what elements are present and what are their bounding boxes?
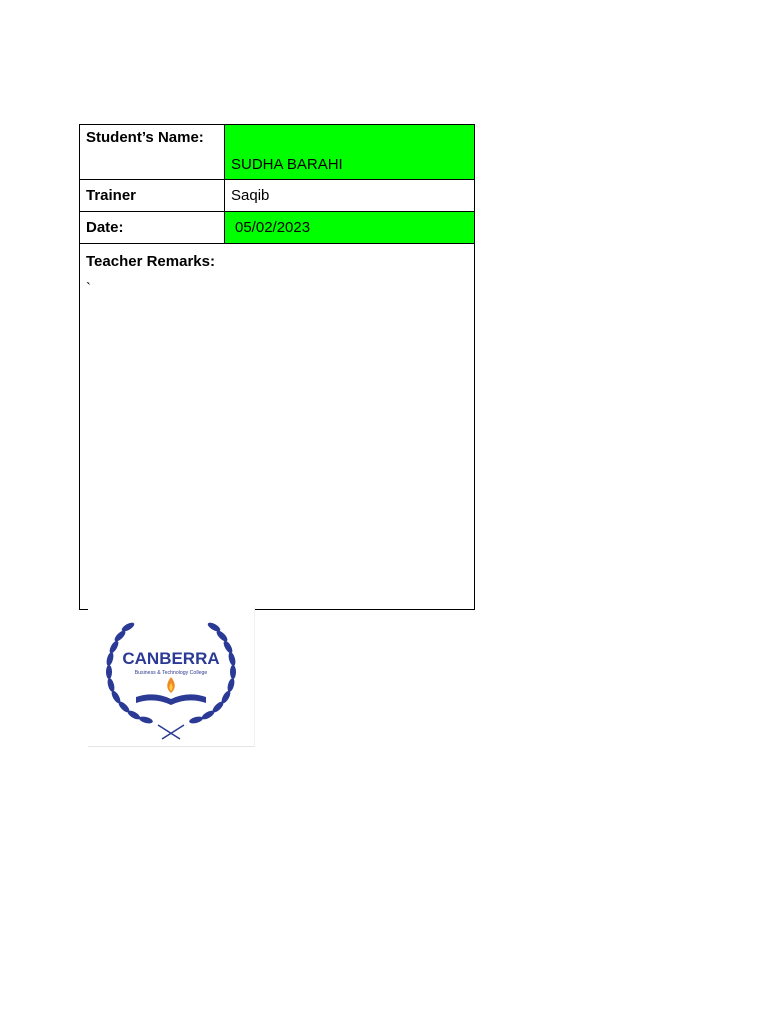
- trainer-row: [80, 180, 475, 212]
- trainer-label: Trainer: [80, 180, 225, 212]
- remarks-cell: [80, 244, 475, 610]
- college-logo: [88, 607, 255, 747]
- logo-name: CANBERRA: [122, 649, 220, 668]
- student-name-label: Student’s Name:: [80, 125, 225, 180]
- date-row: [80, 212, 475, 244]
- remarks-label: Teacher Remarks:: [86, 253, 215, 270]
- remarks-row: [80, 244, 475, 610]
- date-label: Date:: [80, 212, 225, 244]
- laurel-wreath-logo-icon: [88, 607, 254, 746]
- student-name-row: [80, 125, 475, 180]
- student-name-value: SUDHA BARAHI: [225, 125, 475, 180]
- student-info-table: [79, 124, 475, 610]
- remarks-text: `: [86, 280, 91, 297]
- date-value: 05/02/2023: [225, 212, 475, 244]
- logo-tagline: Business & Technology College: [134, 670, 208, 676]
- trainer-value: Saqib: [225, 180, 475, 212]
